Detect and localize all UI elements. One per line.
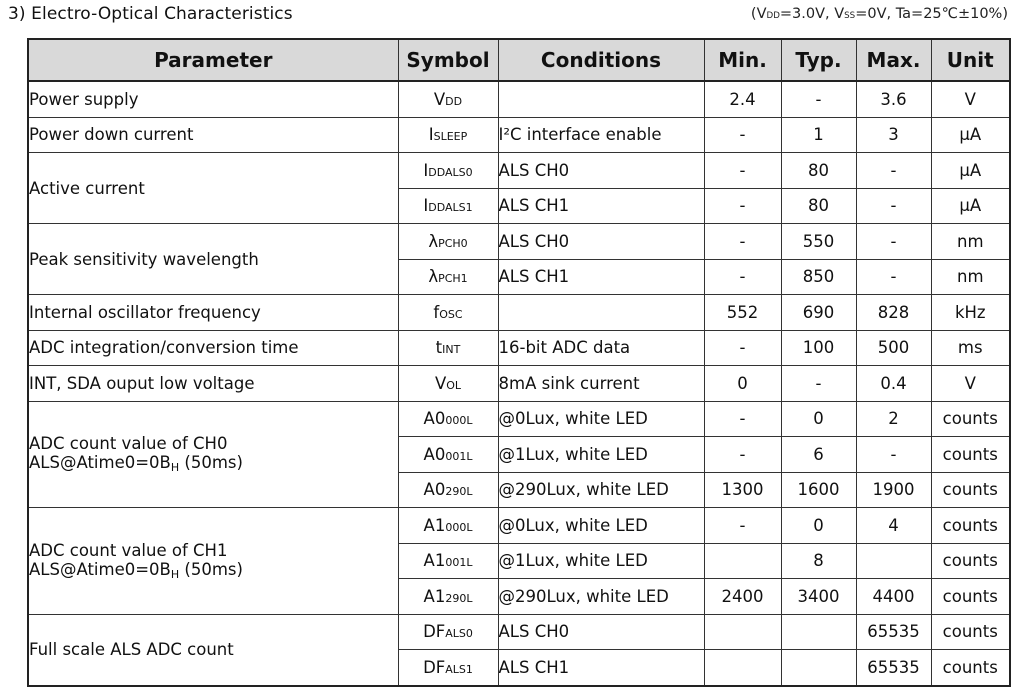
unit-cell: kHz (931, 295, 1010, 331)
min-cell (704, 543, 781, 579)
min-cell: - (704, 330, 781, 366)
min-cell (704, 614, 781, 650)
min-cell: 2.4 (704, 81, 781, 117)
max-cell: 4400 (856, 579, 931, 615)
symbol-cell: A1000L (398, 508, 498, 544)
typ-cell: 1 (781, 117, 856, 153)
unit-cell: μA (931, 153, 1010, 189)
conditions-cell: ALS CH1 (498, 259, 704, 295)
unit-cell: counts (931, 437, 1010, 473)
max-cell: 2 (856, 401, 931, 437)
param-cell: INT, SDA ouput low voltage (28, 366, 398, 402)
typ-cell: 100 (781, 330, 856, 366)
table-row (28, 117, 1010, 153)
conditions-cell: ALS CH1 (498, 188, 704, 224)
header-typ: Typ. (781, 39, 856, 81)
max-cell: - (856, 224, 931, 260)
typ-cell: 80 (781, 153, 856, 189)
min-cell (704, 650, 781, 686)
conditions-cell: 16-bit ADC data (498, 330, 704, 366)
typ-cell: - (781, 366, 856, 402)
unit-cell: V (931, 81, 1010, 117)
max-cell (856, 543, 931, 579)
conditions-cell: ALS CH0 (498, 224, 704, 260)
conditions-cell: @1Lux, white LED (498, 543, 704, 579)
max-cell: - (856, 153, 931, 189)
unit-cell: counts (931, 401, 1010, 437)
unit-cell: counts (931, 508, 1010, 544)
table-row (28, 614, 1010, 650)
unit-cell: counts (931, 650, 1010, 686)
header-max: Max. (856, 39, 931, 81)
header-symbol: Symbol (398, 39, 498, 81)
param-cell: ADC count value of CH1 ALS@Atime0=0BH (50ms) (28, 508, 398, 615)
unit-cell: counts (931, 543, 1010, 579)
conditions-cell: @0Lux, white LED (498, 508, 704, 544)
min-cell: - (704, 401, 781, 437)
min-cell: 2400 (704, 579, 781, 615)
conditions-cell (498, 81, 704, 117)
conditions-cell: @290Lux, white LED (498, 472, 704, 508)
typ-cell: 8 (781, 543, 856, 579)
header-conditions: Conditions (498, 39, 704, 81)
electro-optical-table (27, 38, 1011, 687)
param-cell: Peak sensitivity wavelength (28, 224, 398, 295)
min-cell: - (704, 259, 781, 295)
conditions-cell: I²C interface enable (498, 117, 704, 153)
typ-cell: 690 (781, 295, 856, 331)
header-min: Min. (704, 39, 781, 81)
param-cell: ADC count value of CH0 ALS@Atime0=0BH (50ms) (28, 401, 398, 508)
unit-cell: μA (931, 188, 1010, 224)
min-cell: 1300 (704, 472, 781, 508)
symbol-cell: IDDALS0 (398, 153, 498, 189)
min-cell: - (704, 437, 781, 473)
symbol-cell: VDD (398, 81, 498, 117)
table-header-row (28, 39, 1010, 81)
table-row (28, 366, 1010, 402)
typ-cell (781, 650, 856, 686)
unit-cell: nm (931, 259, 1010, 295)
param-cell: Internal oscillator frequency (28, 295, 398, 331)
unit-cell: counts (931, 472, 1010, 508)
conditions-cell: ALS CH0 (498, 153, 704, 189)
symbol-cell: DFALS0 (398, 614, 498, 650)
unit-cell: nm (931, 224, 1010, 260)
conditions-cell (498, 295, 704, 331)
max-cell: 65535 (856, 614, 931, 650)
header-parameter: Parameter (28, 39, 398, 81)
max-cell: 0.4 (856, 366, 931, 402)
table-row (28, 224, 1010, 260)
symbol-cell: λPCH1 (398, 259, 498, 295)
typ-cell: 3400 (781, 579, 856, 615)
conditions-cell: ALS CH0 (498, 614, 704, 650)
min-cell: 0 (704, 366, 781, 402)
min-cell: - (704, 117, 781, 153)
typ-cell: 80 (781, 188, 856, 224)
min-cell: 552 (704, 295, 781, 331)
typ-cell: 1600 (781, 472, 856, 508)
symbol-cell: DFALS1 (398, 650, 498, 686)
conditions-cell: @1Lux, white LED (498, 437, 704, 473)
table-row (28, 401, 1010, 437)
conditions-cell: @0Lux, white LED (498, 401, 704, 437)
param-cell: ADC integration/conversion time (28, 330, 398, 366)
min-cell: - (704, 224, 781, 260)
symbol-cell: ISLEEP (398, 117, 498, 153)
symbol-cell: λPCH0 (398, 224, 498, 260)
unit-cell: ms (931, 330, 1010, 366)
table-row (28, 81, 1010, 117)
min-cell: - (704, 188, 781, 224)
max-cell: - (856, 259, 931, 295)
unit-cell: counts (931, 579, 1010, 615)
conditions-cell: 8mA sink current (498, 366, 704, 402)
min-cell: - (704, 508, 781, 544)
typ-cell: 550 (781, 224, 856, 260)
symbol-cell: A0000L (398, 401, 498, 437)
test-conditions-note: (VDD=3.0V, VSS=0V, Ta=25℃±10%) (750, 6, 1008, 22)
symbol-cell: A0290L (398, 472, 498, 508)
typ-cell: 850 (781, 259, 856, 295)
conditions-cell: @290Lux, white LED (498, 579, 704, 615)
max-cell: - (856, 437, 931, 473)
max-cell: 828 (856, 295, 931, 331)
typ-cell: - (781, 81, 856, 117)
max-cell: 3.6 (856, 81, 931, 117)
param-cell: Active current (28, 153, 398, 224)
max-cell: 65535 (856, 650, 931, 686)
max-cell: 3 (856, 117, 931, 153)
param-cell: Power supply (28, 81, 398, 117)
unit-cell: V (931, 366, 1010, 402)
symbol-cell: VOL (398, 366, 498, 402)
symbol-cell: A1290L (398, 579, 498, 615)
conditions-cell: ALS CH1 (498, 650, 704, 686)
symbol-cell: A0001L (398, 437, 498, 473)
max-cell: 4 (856, 508, 931, 544)
typ-cell: 6 (781, 437, 856, 473)
param-cell: Power down current (28, 117, 398, 153)
typ-cell: 0 (781, 508, 856, 544)
max-cell: 1900 (856, 472, 931, 508)
table-row (28, 153, 1010, 189)
symbol-cell: A1001L (398, 543, 498, 579)
section-title: 3) Electro-Optical Characteristics (8, 4, 293, 24)
param-cell: Full scale ALS ADC count (28, 614, 398, 686)
symbol-cell: tINT (398, 330, 498, 366)
symbol-cell: IDDALS1 (398, 188, 498, 224)
table-row (28, 295, 1010, 331)
symbol-cell: fOSC (398, 295, 498, 331)
unit-cell: μA (931, 117, 1010, 153)
typ-cell (781, 614, 856, 650)
unit-cell: counts (931, 614, 1010, 650)
table-row (28, 330, 1010, 366)
max-cell: 500 (856, 330, 931, 366)
table-row (28, 508, 1010, 544)
min-cell: - (704, 153, 781, 189)
typ-cell: 0 (781, 401, 856, 437)
header-unit: Unit (931, 39, 1010, 81)
max-cell: - (856, 188, 931, 224)
